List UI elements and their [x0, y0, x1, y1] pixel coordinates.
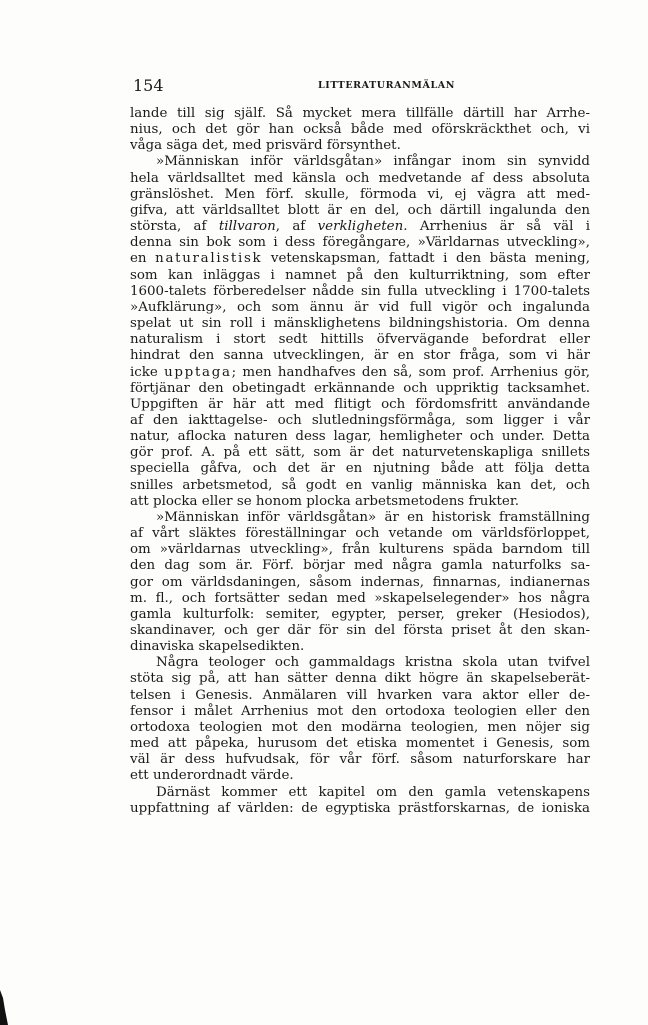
- text-line: Uppgiften är här att med flitigt och fördomsfritt användande: [130, 396, 590, 412]
- text-line: natur, aflocka naturen dess lagar, hemligheter och under. Detta: [130, 429, 590, 445]
- text-line: snilles arbetsmetod, så godt en vanlig människa kan det, och: [130, 477, 590, 493]
- text-line: af den iakttagelse- och slutledningsförmåga, som ligger i vår: [130, 412, 590, 428]
- text-line: hela världsalltet med känsla och medvetande af dess absoluta: [130, 170, 590, 186]
- text-line: naturalism i stort sedt hittills öfvervägande befordrat eller: [130, 332, 590, 348]
- text-line: som kan inläggas i namnet på den kulturriktning, som efter: [130, 267, 590, 283]
- text-line: med att påpeka, hurusom det etiska momentet i Genesis, som: [130, 736, 590, 752]
- text-line: denna sin bok som i dess föregångare, »Världarnas utveckling»,: [130, 235, 590, 251]
- text-line: Därnäst kommer ett kapitel om den gamla vetenskapens: [156, 784, 590, 800]
- text-line: »Aufklärung», och som ännu är vid full vigör och ingalunda: [130, 299, 590, 315]
- text-line: [130, 251, 590, 267]
- text-line: gamla kulturfolk: semiter, egypter, perser, greker (Hesiodos),: [130, 606, 590, 622]
- text-line: Några teologer och gammaldags kristna skola utan tvifvel: [156, 655, 590, 671]
- text-fragment: vetenskapsman, fattadt i den bästa mening,: [262, 251, 591, 267]
- text-line: gränslöshet. Men förf. skulle, förmoda vi, ej vägra att med-: [130, 186, 590, 202]
- text-line: nius, och det gör han också både med oförskräckthet och, vi: [130, 122, 590, 138]
- text-line: »Människan inför världsgåtan» är en historisk framställning: [156, 509, 590, 525]
- spaced-word: upptaga: [164, 364, 232, 380]
- text-line: förtjänar den obetingadt erkännande och uppriktig tacksamhet.: [130, 380, 590, 396]
- text-line: dinaviska skapelsedikten.: [130, 639, 305, 655]
- spaced-word: naturalistisk: [155, 251, 263, 267]
- text-fragment: största, af: [130, 219, 219, 235]
- running-head: LITTERATURANMÄLAN: [318, 80, 456, 91]
- text-line: spelat ut sin roll i mänsklighetens bildningshistoria. Om denna: [130, 316, 590, 332]
- text-line: speciella gåfva, och det är en njutning både att följa detta: [130, 461, 590, 477]
- text-fragment: icke: [130, 364, 165, 380]
- text-line: ortodoxa teologien mot den modärna teologien, men nöjer sig: [130, 719, 590, 735]
- text-line: af vårt släktes föreställningar och vetande om världsförloppet,: [130, 526, 590, 542]
- text-line: »Människan inför världsgåtan» infångar inom sin synvidd: [156, 154, 590, 170]
- text-line: gor om världsdaningen, såsom indernas, finnarnas, indianernas: [130, 574, 590, 590]
- text-line: den dag som är. Förf. börjar med några gamla naturfolks sa-: [130, 558, 590, 574]
- page-number: 154: [133, 76, 164, 95]
- text-line: väl är dess hufvudsak, för vår förf. såsom naturforskare har: [130, 752, 590, 768]
- text-line: stöta sig på, att han sätter denna dikt högre än skapelseberät-: [130, 671, 590, 687]
- text-line: lande till sig själf. Så mycket mera tillfälle därtill har Arrhe-: [130, 106, 590, 121]
- text-line: om »världarnas utveckling», från kulturens späda barndom till: [130, 542, 590, 558]
- text-line: [130, 365, 590, 381]
- scan-edge-mark: [0, 990, 8, 1025]
- text-fragment: en: [130, 251, 156, 267]
- text-fragment: . Arrhenius är så väl i: [403, 219, 590, 235]
- text-line: 1600-talets förberedelser nådde sin fulla utveckling i 1700-talets: [130, 283, 590, 299]
- text-line: fensor i målet Arrhenius mot den ortodoxa teologien eller den: [130, 703, 590, 719]
- italic-word: tillvaron: [218, 219, 276, 235]
- text-line: hindrat den sanna utvecklingen, är en stor fråga, som vi här: [130, 348, 590, 364]
- text-fragment: , af: [275, 219, 318, 235]
- text-line: ett underordnadt värde.: [130, 768, 294, 784]
- text-line: gifva, att världsalltet blott är en del, och därtill ingalunda den: [130, 202, 590, 218]
- text-fragment: ; men handhafves den så, som prof. Arrhenius gör,: [231, 364, 591, 380]
- text-line: m. fl., och fortsätter sedan med »skapelselegender» hos några: [130, 590, 590, 606]
- text-line: skandinaver, och ger där för sin del första priset åt den skan-: [130, 623, 590, 638]
- text-line: våga säga det, med prisvärd försynthet.: [130, 138, 401, 154]
- body-text: [130, 106, 590, 817]
- text-line: gör prof. A. på ett sätt, som är det naturvetenskapliga snillets: [130, 445, 590, 461]
- text-line: att plocka eller se honom plocka arbetsmetodens frukter.: [130, 493, 520, 509]
- text-line: [130, 219, 590, 235]
- text-line: telsen i Genesis. Anmälaren vill hvarken vara aktor eller de-: [130, 687, 590, 703]
- italic-word: verkligheten: [317, 219, 404, 235]
- text-line: uppfattning af världen: de egyptiska prästforskarnas, de ioniska: [130, 800, 590, 816]
